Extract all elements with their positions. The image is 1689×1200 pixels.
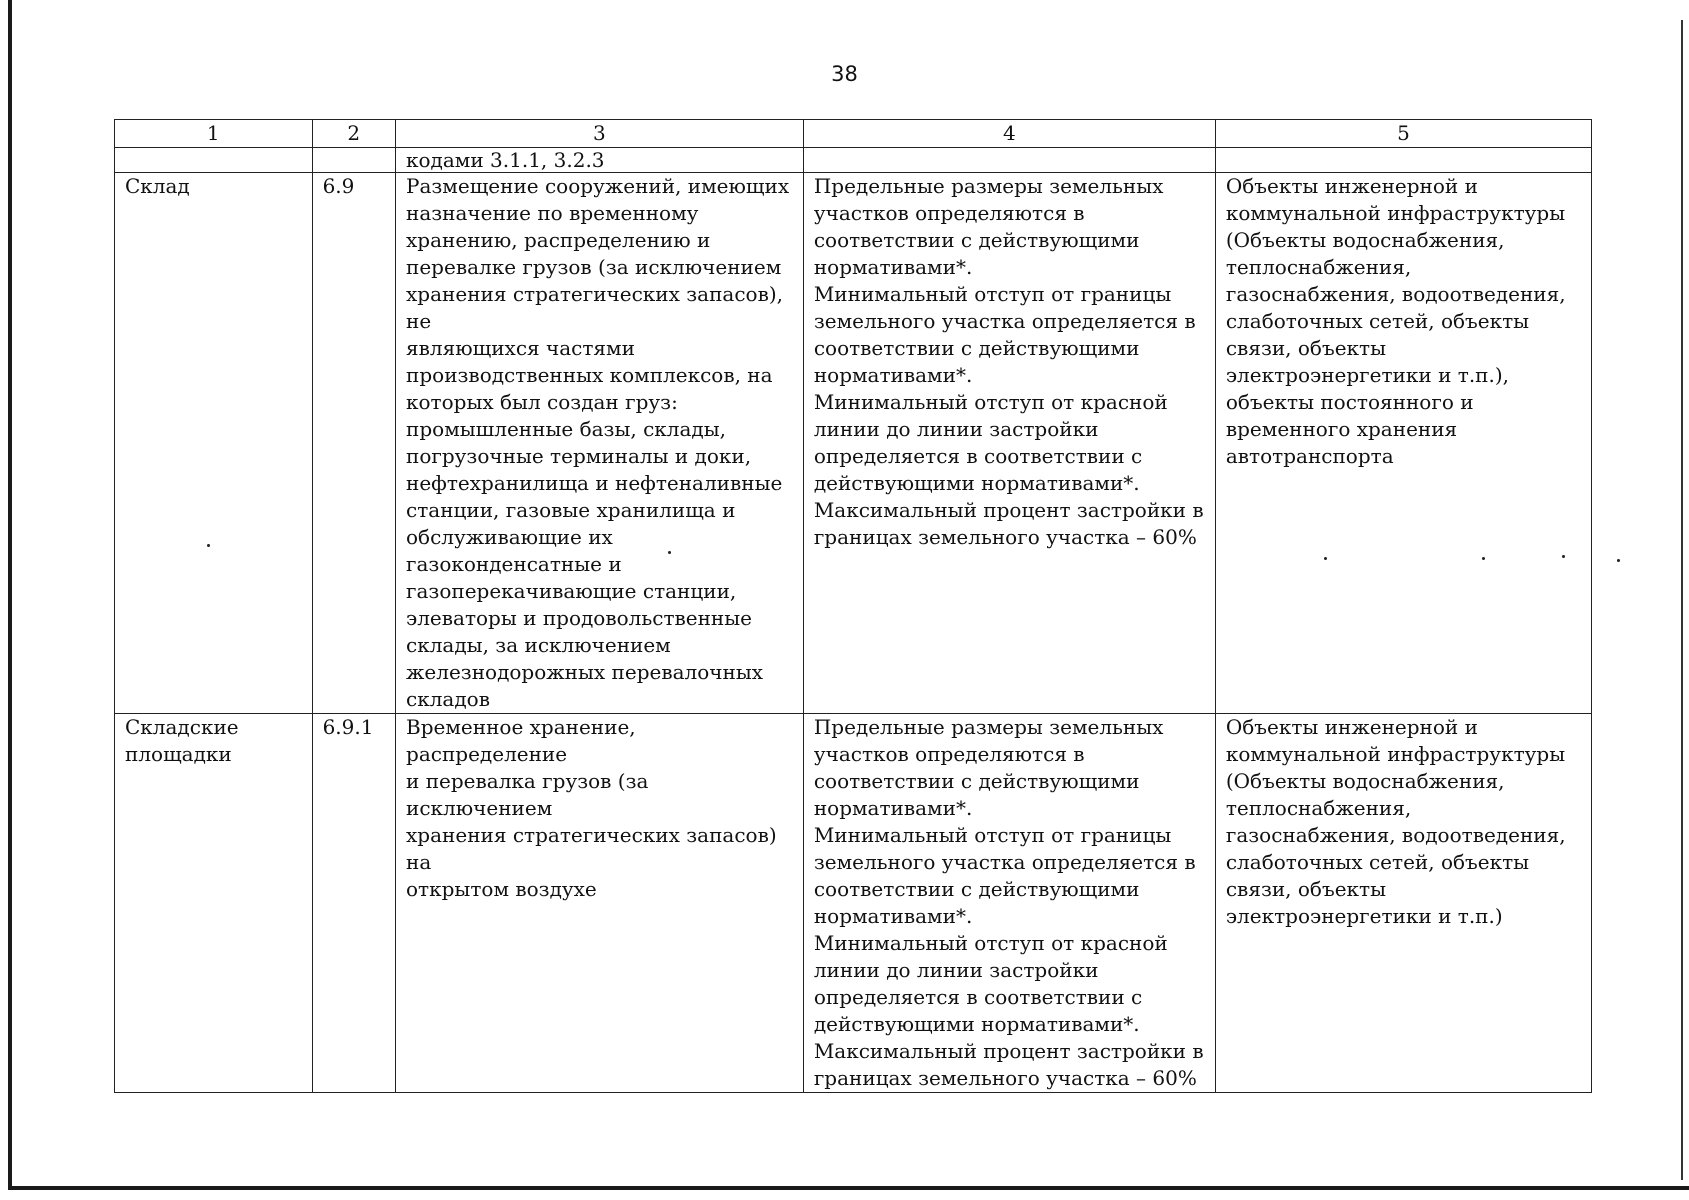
scan-edge-left — [8, 0, 12, 1190]
scan-speck — [207, 544, 210, 547]
table-cell — [803, 148, 1215, 173]
header-cell: 3 — [396, 120, 804, 148]
scan-speck — [1617, 559, 1620, 562]
scan-speck — [1562, 555, 1565, 558]
header-row — [115, 120, 1592, 148]
table-row — [115, 173, 1592, 714]
use-type-name: Склад — [115, 173, 313, 714]
table-cell: кодами 3.1.1, 3.2.3 — [396, 148, 804, 173]
continuation-row — [115, 148, 1592, 173]
scan-speck — [668, 551, 671, 554]
use-type-auxiliary: Объекты инженерной и коммунальной инфраструктуры (Объекты водоснабжения, теплоснабжения, газоснабжения, водоотведения, слаботочных сетей, объекты связи, объекты электроэнергетики и т.п.) — [1215, 714, 1591, 1093]
use-type-parameters: Предельные размеры земельных участков определяются в соответствии с действующими нормативами*. Минимальный отступ от границы земельного участка определяется в соответствии с действующими нормативами*. Минимальный отступ от красной линии до линии застройки определяется в соответствии с действующими нормативами*. Максимальный процент застройки в границах земельного участка – 60% — [803, 173, 1215, 714]
header-cell: 1 — [115, 120, 313, 148]
table-cell — [1215, 148, 1591, 173]
page-number: 38 — [831, 62, 858, 86]
scan-edge-right — [1681, 20, 1683, 1180]
scan-speck — [1324, 557, 1327, 560]
use-type-name: Складские площадки — [115, 714, 313, 1093]
header-cell: 5 — [1215, 120, 1591, 148]
table-cell — [312, 148, 395, 173]
use-type-description: Временное хранение, распределение и перевалка грузов (за исключением хранения стратегических запасов) на открытом воздухе — [396, 714, 804, 1093]
table-cell — [115, 148, 313, 173]
use-type-code: 6.9.1 — [312, 714, 395, 1093]
table-row — [115, 714, 1592, 1093]
use-type-parameters: Предельные размеры земельных участков определяются в соответствии с действующими нормативами*. Минимальный отступ от границы земельного участка определяется в соответствии с действующими нормативами*. Минимальный отступ от красной линии до линии застройки определяется в соответствии с действующими нормативами*. Максимальный процент застройки в границах земельного участка – 60% — [803, 714, 1215, 1093]
use-type-description: Размещение сооружений, имеющих назначение по временному хранению, распределению и перевалке грузов (за исключением хранения стратегических запасов), не являющихся частями производственных комплексов, на которых был создан груз: промышленные базы, склады, погрузочные терминалы и доки, нефтехранилища и нефтеналивные станции, газовые хранилища и обслуживающие их газоконденсатные и газоперекачивающие станции, элеваторы и продовольственные склады, за исключением железнодорожных перевалочных складов — [396, 173, 804, 714]
land-use-table — [114, 119, 1592, 1093]
use-type-auxiliary: Объекты инженерной и коммунальной инфраструктуры (Объекты водоснабжения, теплоснабжения, газоснабжения, водоотведения, слаботочных сетей, объекты связи, объекты электроэнергетики и т.п.), объекты постоянного и временного хранения автотранспорта — [1215, 173, 1591, 714]
header-cell: 4 — [803, 120, 1215, 148]
use-type-code: 6.9 — [312, 173, 395, 714]
header-cell: 2 — [312, 120, 395, 148]
scan-edge-bottom — [8, 1186, 1689, 1190]
scan-speck — [1482, 557, 1485, 560]
